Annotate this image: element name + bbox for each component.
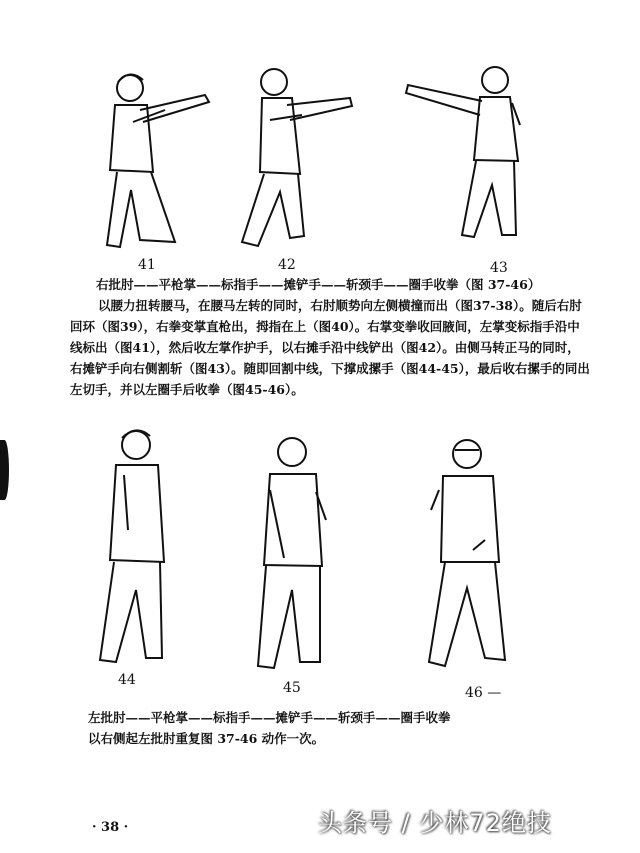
page-number: · 38 · (92, 820, 129, 835)
figure-44 (88, 420, 188, 670)
figure-43 (400, 55, 540, 255)
watermark: 头条号 / 少林72绝技 (318, 809, 552, 837)
figure-41 (85, 60, 225, 260)
paragraph-line: 线标出（图41），然后收左掌作护手，以右摊手沿中线铲出（图42）。由侧马转正马的同时， (70, 340, 580, 355)
figure-42 (232, 60, 372, 260)
figure-46-label: 46 — (465, 685, 502, 701)
figure-42-label: 42 (278, 257, 296, 273)
figure-46 (415, 430, 525, 680)
paragraph-line: 回环（图39），右拳变掌直枪出，拇指在上（图40）。右掌变拳收回腋间，左掌变标指手沿中 (70, 319, 580, 334)
paragraph-line: 以腰力扭转腰马，在腰马左转的同时，右肘顺势向左侧横撞而出（图37-38）。随后右肘 (98, 298, 582, 313)
figure-43-label: 43 (490, 260, 508, 276)
figure-44-label: 44 (118, 672, 136, 688)
scan-edge-mark (0, 440, 9, 500)
sequence-heading-2: 左批肘——平枪掌——标指手——摊铲手——斩颈手——圈手收拳 (88, 710, 451, 725)
repeat-note: 以右侧起左批肘重复图 37-46 动作一次。 (88, 731, 325, 746)
figure-41-label: 41 (138, 257, 156, 273)
figure-45 (240, 430, 350, 680)
paragraph-line: 右摊铲手向右侧割斩（图43）。随即回割中线，下撑成摞手（图44-45），最后收右摞手的同出 (70, 361, 590, 376)
instruction-paragraph (70, 295, 616, 400)
figure-45-label: 45 (283, 680, 301, 696)
sequence-heading: 右批肘——平枪掌——标指手——摊铲手——斩颈手——圈手收拳（图 37-46） (96, 277, 541, 292)
paragraph-line: 左切手，并以左圈手后收拳（图45-46）。 (70, 382, 304, 397)
